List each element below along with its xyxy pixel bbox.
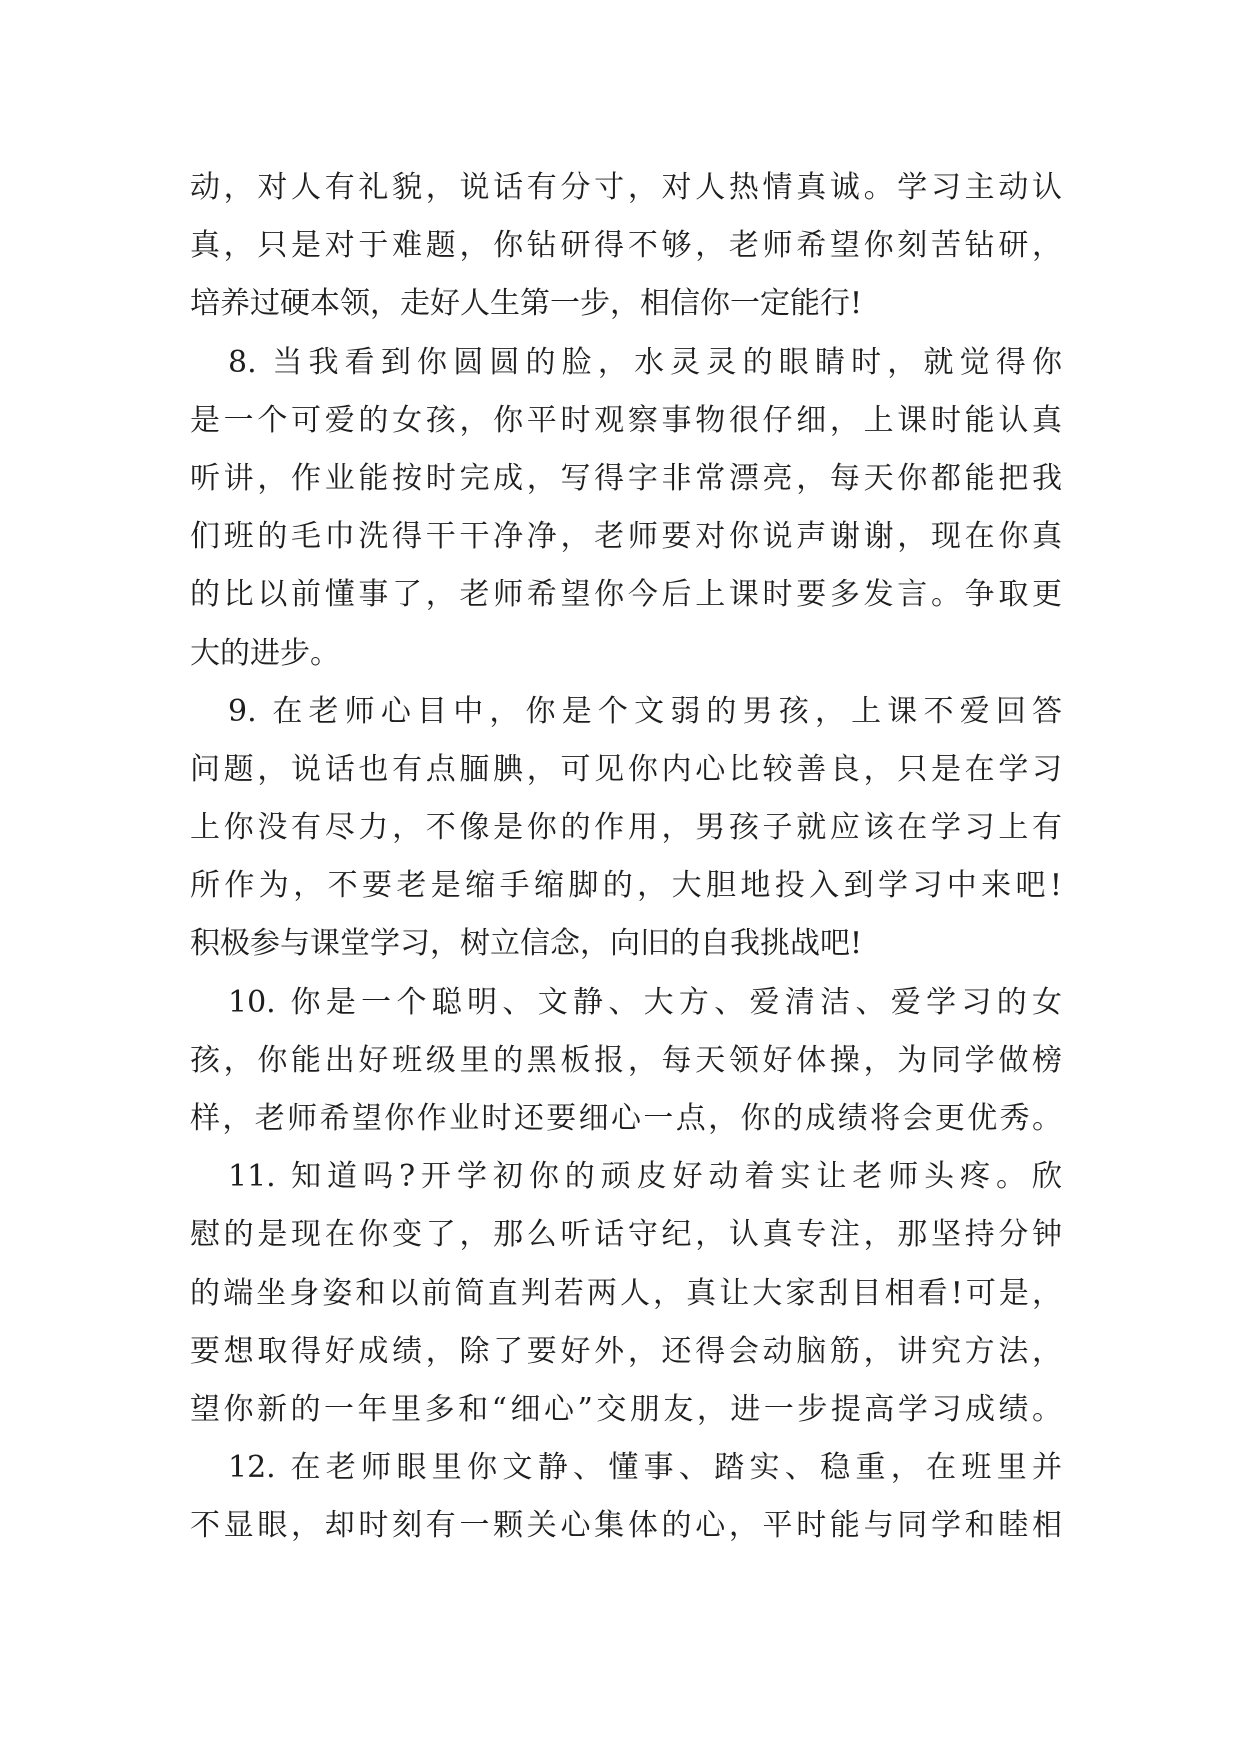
text-line: 12. 在老师眼里你文静、懂事、踏实、稳重，在班里并 (228, 1450, 1062, 1486)
text-line: 所作为，不要老是缩手缩脚的，大胆地投入到学习中来吧! (190, 868, 1062, 904)
paragraph-continued (190, 159, 1062, 334)
text-line: 的端坐身姿和以前简直判若两人，真让大家刮目相看!可是， (190, 1275, 1062, 1311)
paragraph-9 (190, 683, 1062, 974)
text-line: 8. 当我看到你圆圆的脸，水灵灵的眼睛时，就觉得你 (228, 344, 1062, 380)
body-text (190, 159, 1062, 1556)
text-line: 9. 在老师心目中，你是个文弱的男孩，上课不爱回答 (228, 693, 1062, 729)
text-line: 10. 你是一个聪明、文静、大方、爱清洁、爱学习的女 (228, 984, 1062, 1020)
text-line: 大的进步。 (190, 635, 340, 671)
text-line: 听讲，作业能按时完成，写得字非常漂亮，每天你都能把我 (190, 460, 1062, 496)
paragraph-12 (190, 1439, 1062, 1555)
text-line: 不显眼，却时刻有一颗关心集体的心，平时能与同学和睦相 (190, 1508, 1062, 1544)
text-line: 要想取得好成绩，除了要好外，还得会动脑筋，讲究方法， (190, 1333, 1062, 1369)
text-line: 孩，你能出好班级里的黑板报，每天领好体操，为同学做榜 (190, 1042, 1062, 1078)
text-line: 11. 知道吗?开学初你的顽皮好动着实让老师头疼。欣 (228, 1159, 1062, 1195)
paragraph-8 (190, 334, 1062, 683)
paragraph-10 (190, 974, 1062, 1149)
text-line: 慰的是现在你变了，那么听话守纪，认真专注，那坚持分钟 (190, 1217, 1062, 1253)
text-line: 的比以前懂事了，老师希望你今后上课时要多发言。争取更 (190, 577, 1062, 613)
text-line: 积极参与课堂学习，树立信念，向旧的自我挑战吧! (190, 926, 863, 962)
text-line: 样，老师希望你作业时还要细心一点，你的成绩将会更优秀。 (190, 1101, 1062, 1136)
text-line: 真，只是对于难题，你钻研得不够，老师希望你刻苦钻研， (190, 228, 1062, 264)
text-line: 望你新的一年里多和“细心”交朋友，进一步提高学习成绩。 (190, 1391, 1062, 1427)
text-line: 问题，说话也有点腼腆，可见你内心比较善良，只是在学习 (190, 751, 1062, 787)
text-line: 上你没有尽力，不像是你的作用，男孩子就应该在学习上有 (190, 810, 1062, 846)
text-line: 培养过硬本领，走好人生第一步，相信你一定能行! (190, 286, 863, 322)
text-line: 动，对人有礼貌，说话有分寸，对人热情真诚。学习主动认 (190, 170, 1062, 205)
text-line: 是一个可爱的女孩，你平时观察事物很仔细，上课时能认真 (190, 402, 1062, 438)
text-line: 们班的毛巾洗得干干净净，老师要对你说声谢谢，现在你真 (190, 519, 1062, 555)
paragraph-11 (190, 1148, 1062, 1439)
